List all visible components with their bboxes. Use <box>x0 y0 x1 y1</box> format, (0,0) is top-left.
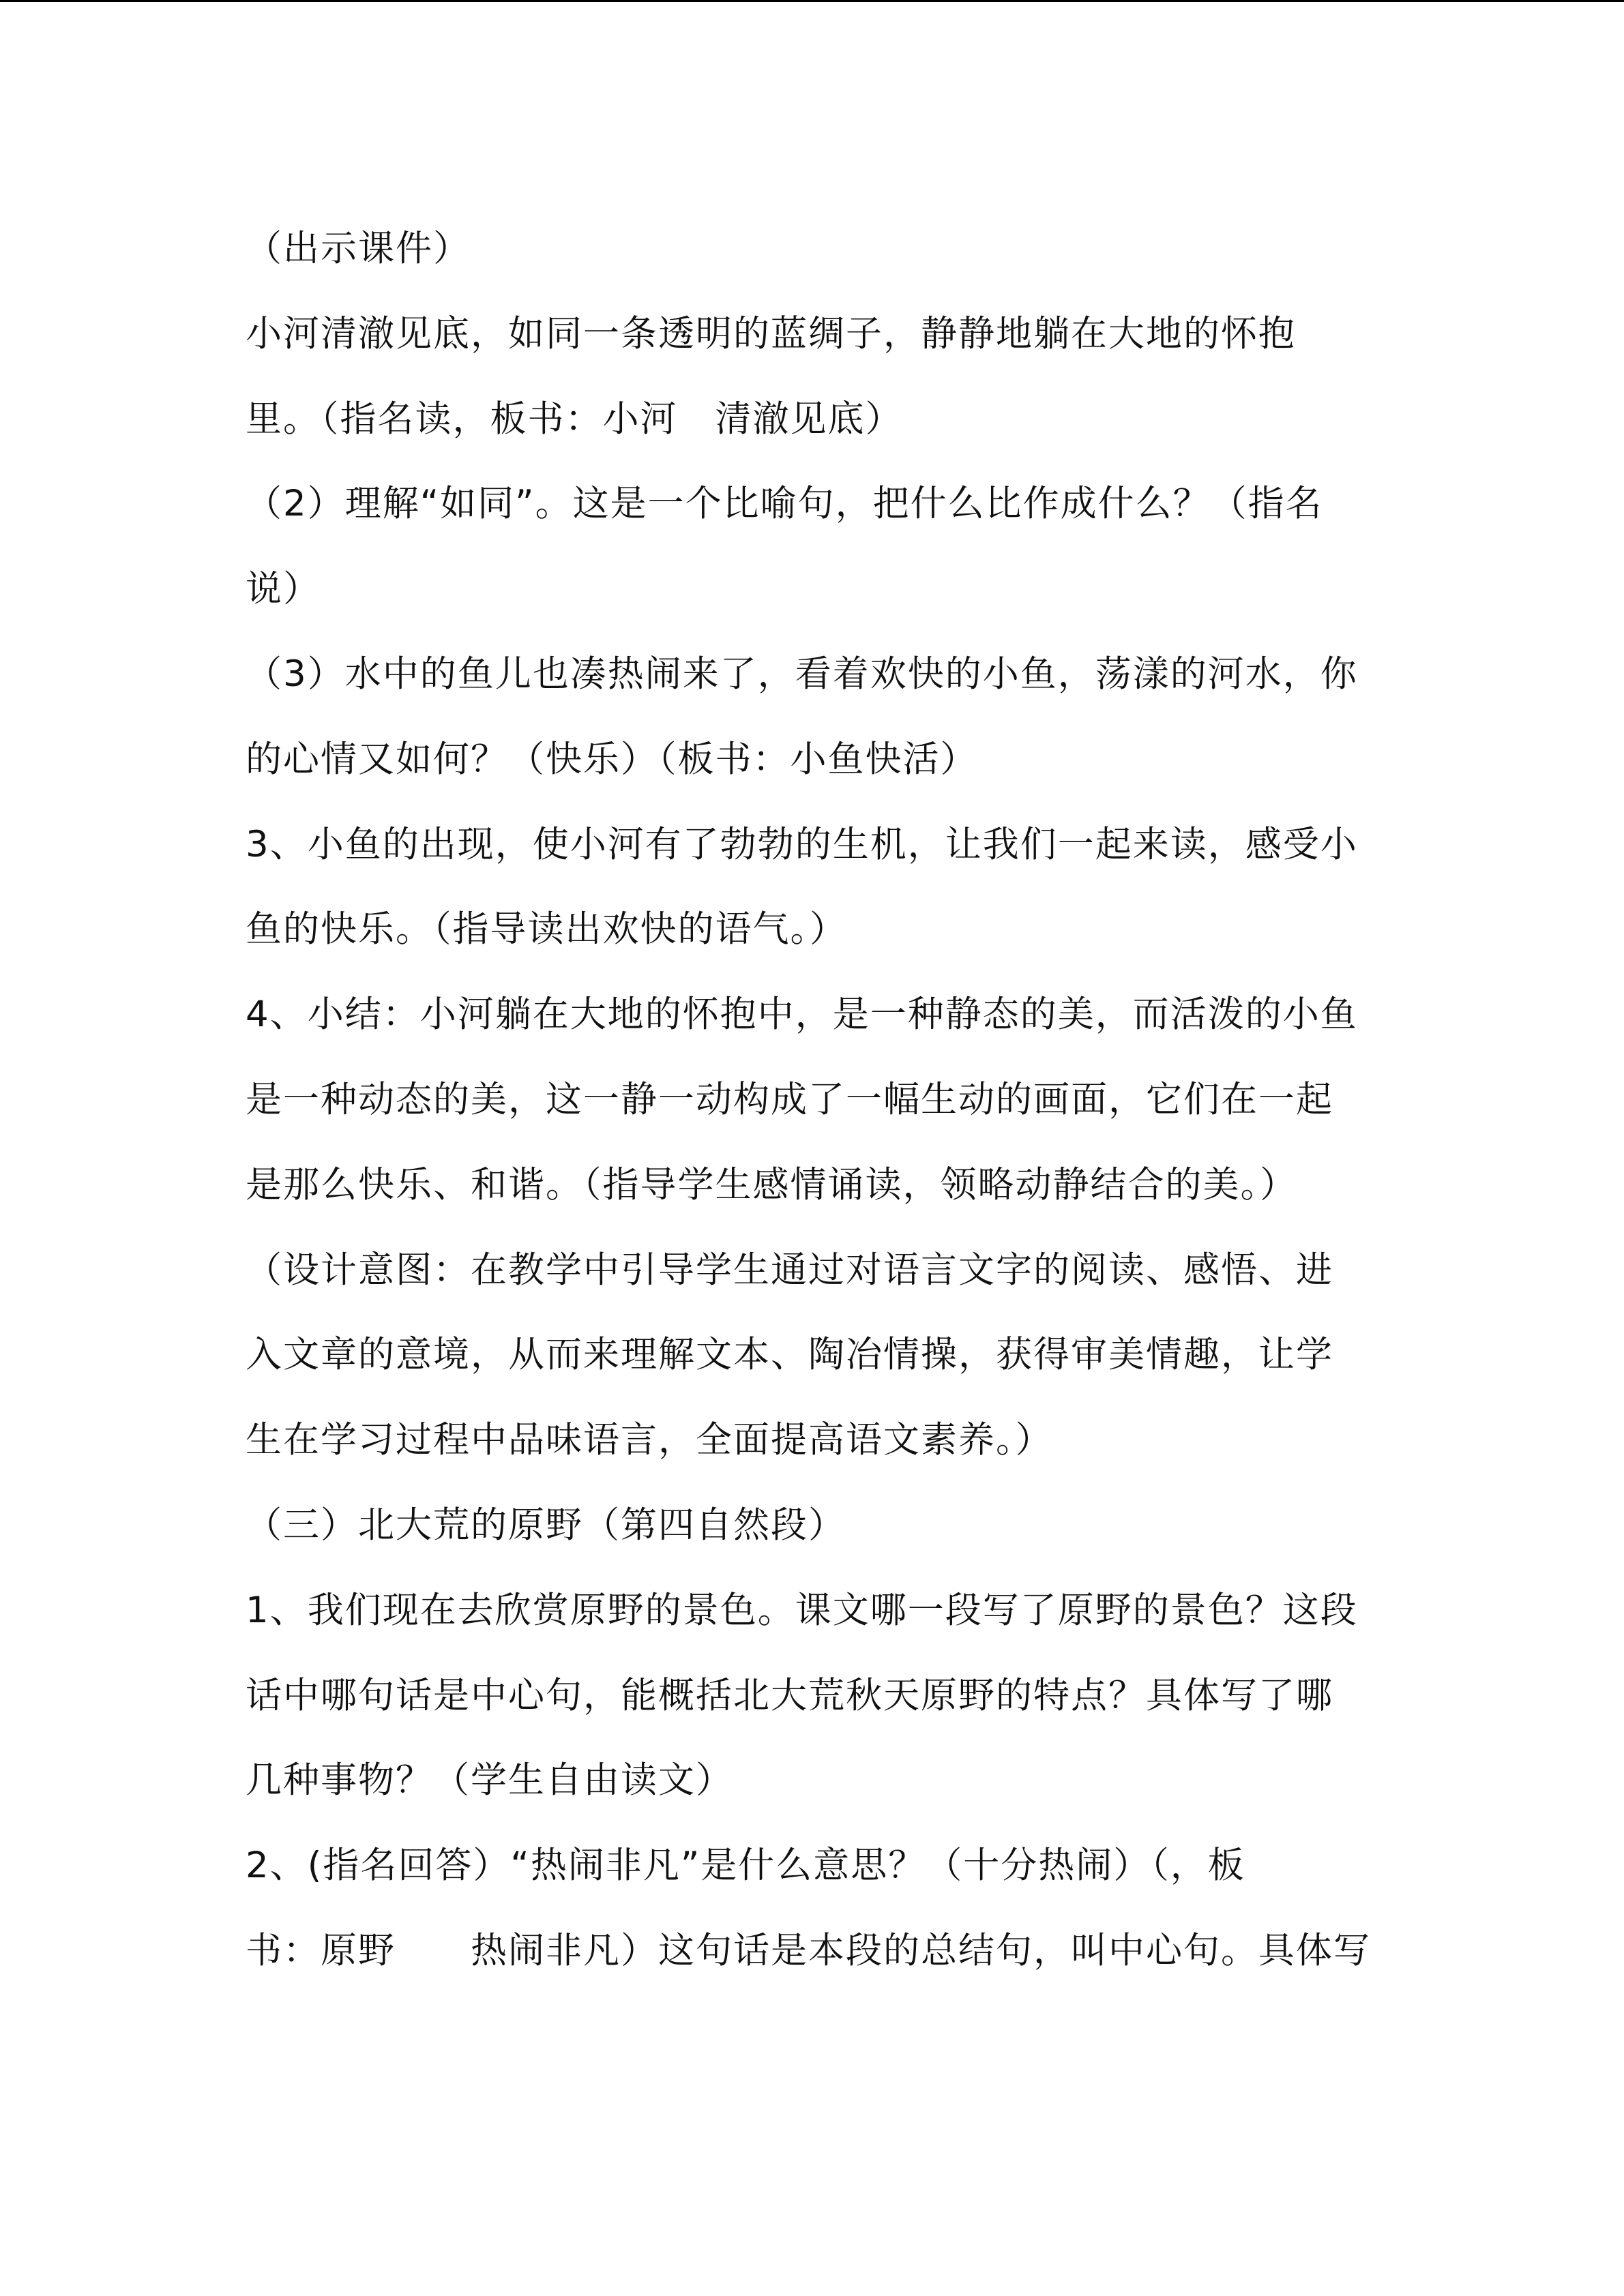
text-line-8: 3、小鱼的出现，使小河有了勃勃的生机，让我们一起来读，感受小 <box>246 823 1358 865</box>
document-body <box>246 207 1378 1994</box>
text-line-4: （2）理解“如同”。这是一个比喻句，把什么比作成什么？（指名 <box>246 483 1323 525</box>
text-line-3: 里。（指名读，板书：小河 清澈见底） <box>246 398 903 440</box>
text-line-12: 是那么快乐、和谐。（指导学生感情诵读，领略动静结合的美。） <box>246 1163 1297 1206</box>
text-line-14: 入文章的意境，从而来理解文本、陶冶情操，获得审美情趣，让学 <box>246 1334 1333 1376</box>
text-line-17: 1、我们现在去欣赏原野的景色。课文哪一段写了原野的景色？这段 <box>246 1589 1358 1631</box>
text-line-11: 是一种动态的美，这一静一动构成了一幅生动的画面，它们在一起 <box>246 1078 1333 1120</box>
text-line-21: 书：原野 热闹非凡）这句话是本段的总结句，叫中心句。具体写 <box>246 1929 1371 1971</box>
text-line-18: 话中哪句话是中心句，能概括北大荒秋天原野的特点？具体写了哪 <box>246 1674 1333 1716</box>
section-heading: （三）北大荒的原野（第四自然段） <box>246 1504 846 1546</box>
text-line-20: 2、(指名回答）“热闹非凡”是什么意思？（十分热闹）（，板 <box>246 1845 1245 1887</box>
text-line-7: 的心情又如何？（快乐）（板书：小鱼快活） <box>246 738 978 780</box>
text-line-19: 几种事物？（学生自由读文） <box>246 1759 733 1802</box>
top-border-line <box>0 0 1624 2</box>
text-line-13: （设计意图：在教学中引导学生通过对语言文字的阅读、感悟、进 <box>246 1249 1333 1291</box>
text-line-15: 生在学习过程中品味语言，全面提高语文素养。） <box>246 1419 1053 1461</box>
text-line-1: （出示课件） <box>246 228 471 269</box>
text-line-10: 4、小结：小河躺在大地的怀抱中，是一种静态的美，而活泼的小鱼 <box>246 994 1358 1036</box>
text-line-2: 小河清澈见底，如同一条透明的蓝绸子，静静地躺在大地的怀抱 <box>246 312 1296 355</box>
text-line-9: 鱼的快乐。（指导读出欢快的语气。） <box>246 908 847 951</box>
text-line-6: （3）水中的鱼儿也凑热闹来了，看着欢快的小鱼，荡漾的河水，你 <box>246 653 1358 695</box>
text-line-5: 说） <box>246 568 321 610</box>
